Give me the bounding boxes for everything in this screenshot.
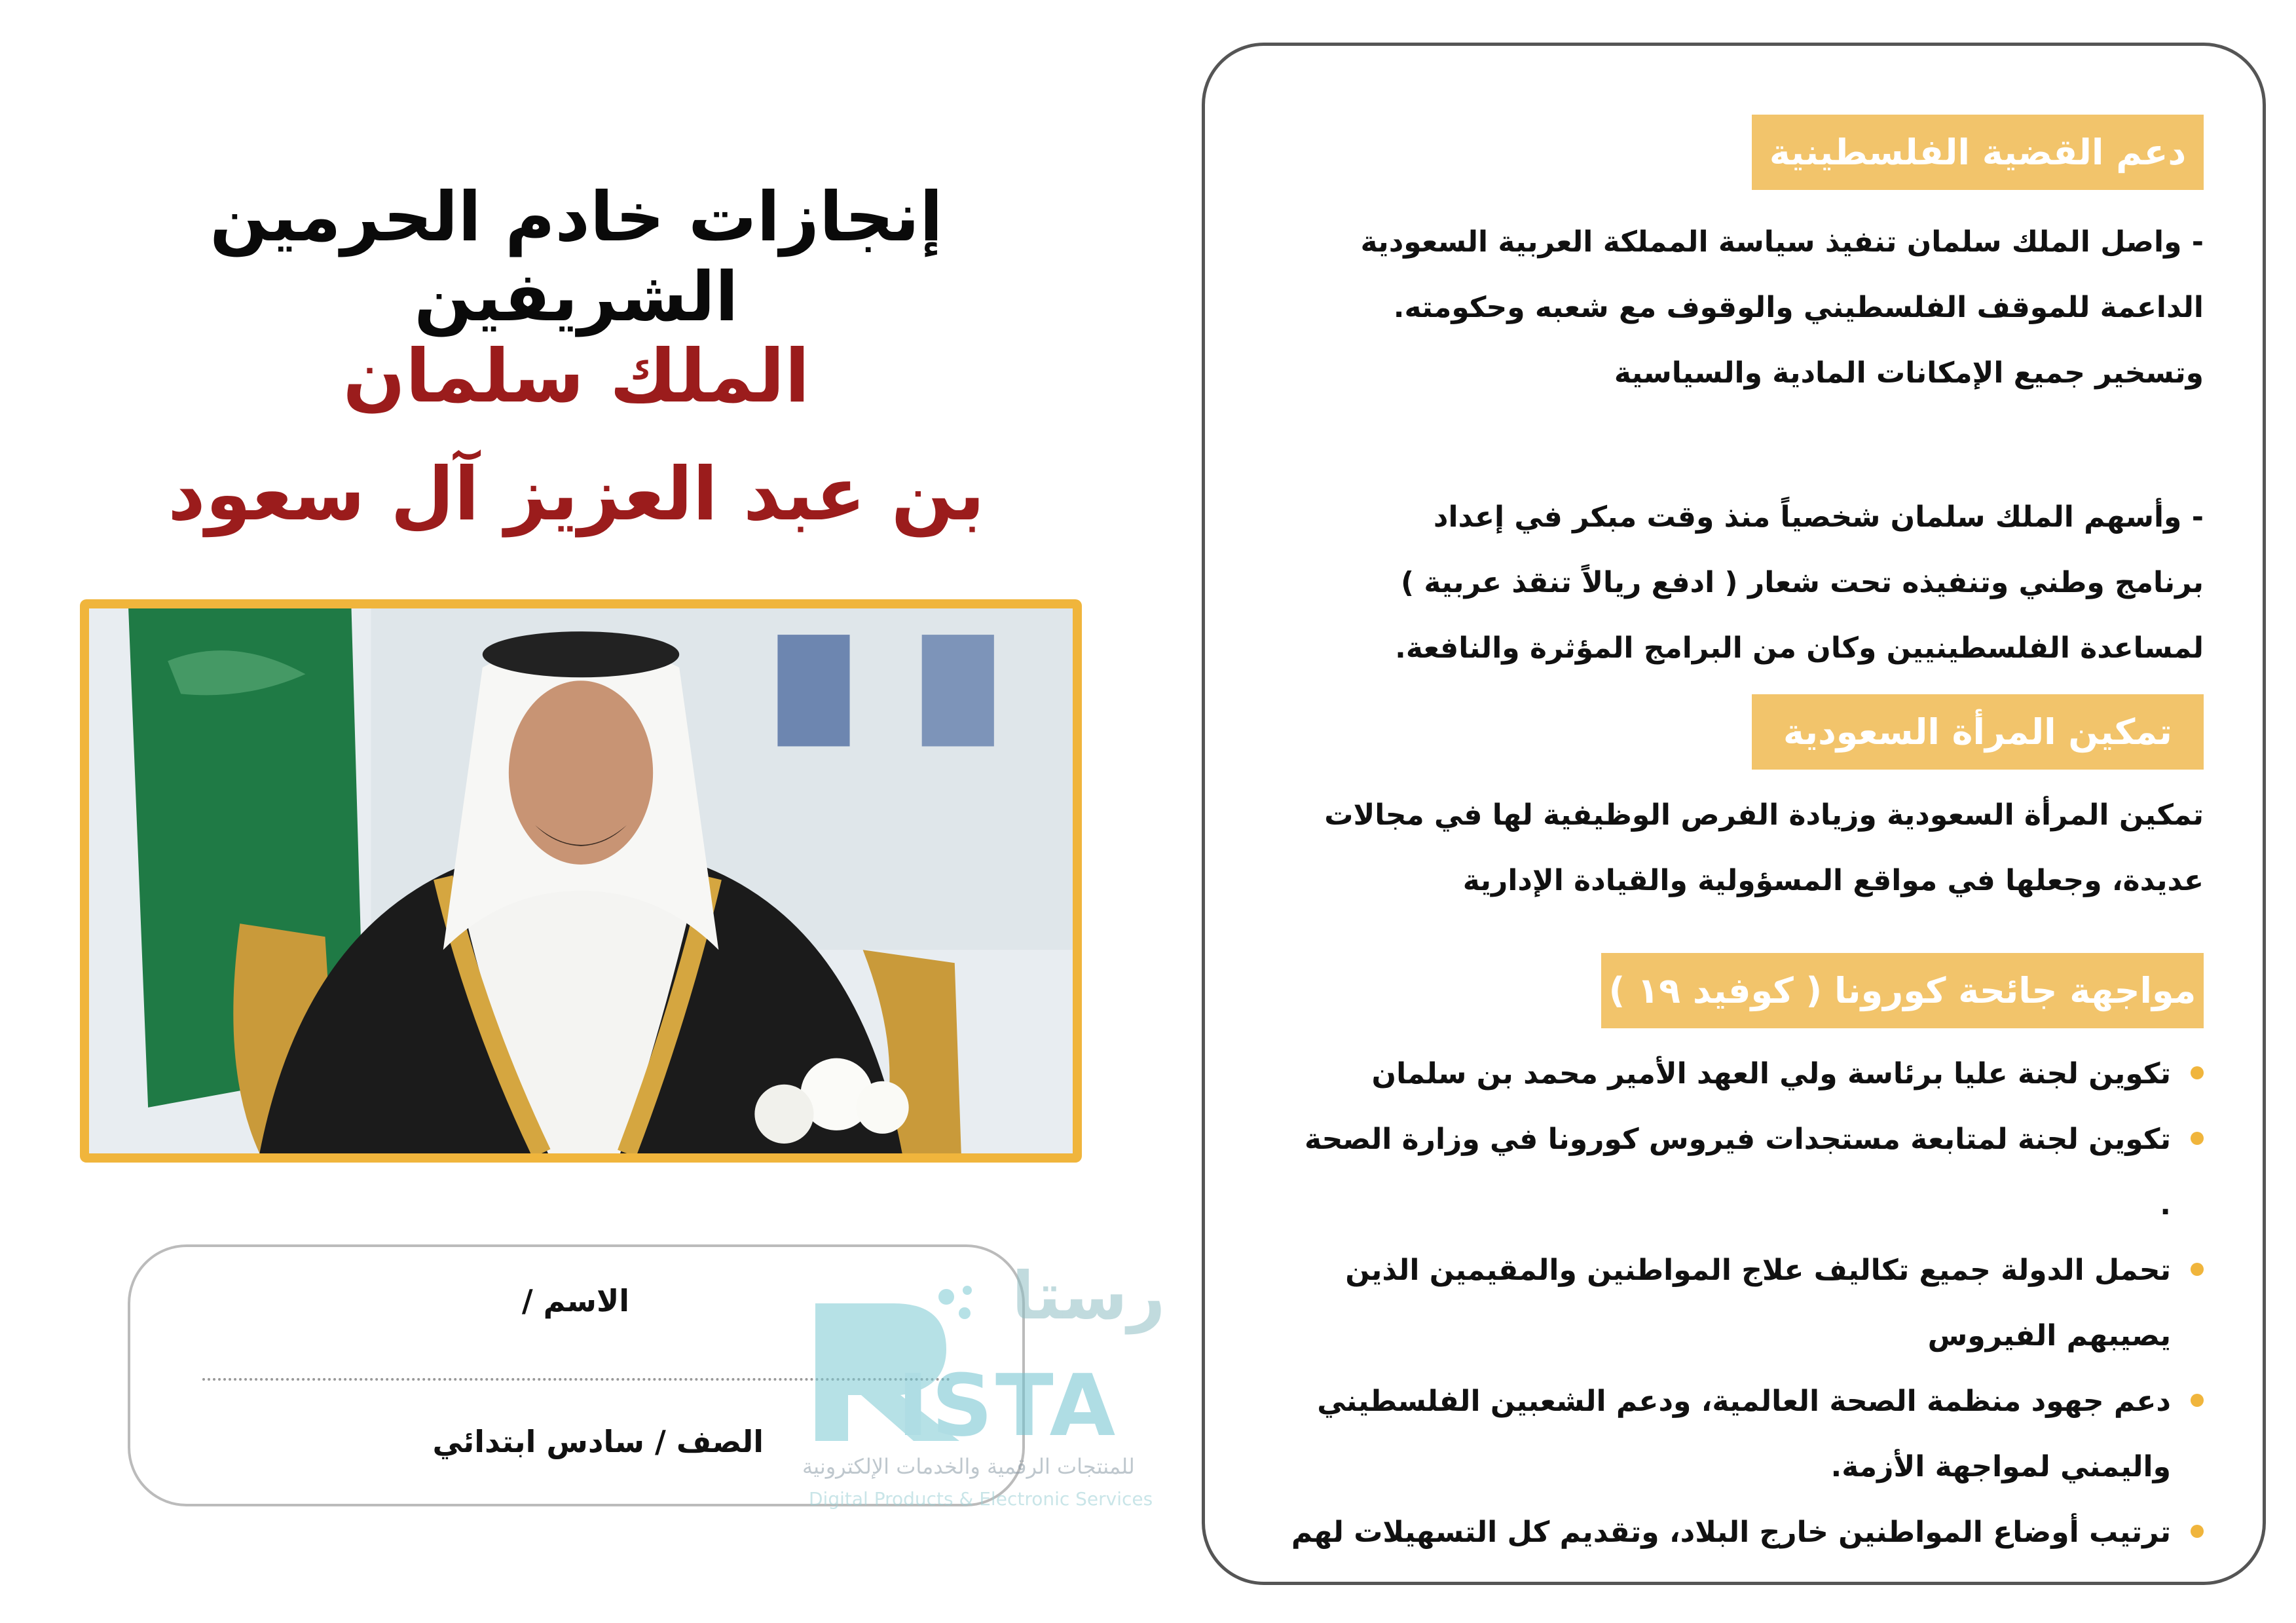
para-line: - واصل الملك سلمان تنفيذ سياسة المملكة العربية السعودية	[1360, 225, 2204, 259]
achievements-panel	[1202, 43, 2266, 1585]
covid-bullet-list	[1287, 1041, 2204, 1565]
list-item: تكوين لجنة عليا برئاسة ولي العهد الأمير محمد بن سلمان	[1287, 1041, 2204, 1107]
king-portrait-photo	[80, 599, 1082, 1163]
para-line: - وأسهم الملك سلمان شخصياً منذ وقت مبكر في إعداد	[1433, 500, 2204, 534]
bullet-dot-icon	[2191, 1132, 2204, 1145]
para-line: الداعمة للموقف الفلسطيني والوقوف مع شعبه وحكومته.	[1393, 291, 2204, 324]
heading-palestinian-cause: دعم القضية الفلسطينية	[1752, 115, 2204, 190]
bullet-dot-icon	[2191, 1394, 2204, 1407]
king-name-line2: بن عبد العزيز آل سعود	[168, 452, 985, 537]
list-item: ترتيب أوضاع المواطنين خارج البلاد، وتقديم كل التسهيلات لهم	[1287, 1500, 2204, 1565]
class-field-label: الصف / سادس ابتدائي	[432, 1424, 764, 1459]
king-name-line1: الملك سلمان	[343, 334, 810, 419]
para-line: برنامج وطني وتنفيذه تحت شعار ( ادفع ريالاً تنقذ عربية )	[1400, 566, 2204, 599]
bullet-dot-icon	[2191, 1066, 2204, 1079]
watermark-subtitle-en: Digital Products & Electronic Services	[809, 1488, 1153, 1510]
list-item: تكوين لجنة لمتابعة مستجدات فيروس كورونا في وزارة الصحة .	[1287, 1107, 2204, 1238]
paragraph-palestine-2	[1287, 485, 2204, 681]
watermark-brand-en: ISTA	[897, 1356, 1119, 1455]
cover-title: إنجازات خادم الحرمين الشريفين	[210, 177, 943, 337]
para-line: عديدة، وجعلها في مواقع المسؤولية والقيادة الإدارية	[1462, 864, 2204, 897]
paragraph-palestine-1	[1287, 210, 2204, 406]
name-field-label: الاسم /	[521, 1283, 629, 1318]
heading-women-empowerment: تمكين المرأة السعودية	[1752, 694, 2204, 770]
bullet-dot-icon	[2191, 1525, 2204, 1538]
portrait-illustration	[89, 608, 1073, 1153]
para-line: لمساعدة الفلسطينيين وكان من البرامج المؤثرة والنافعة.	[1395, 631, 2204, 665]
heading-covid: مواجهة جائحة كورونا ( كوفيد ١٩ )	[1601, 953, 2204, 1028]
paragraph-women	[1287, 783, 2204, 914]
list-item: تحمل الدولة جميع تكاليف علاج المواطنين والمقيمين الذين يصيبهم الفيروس	[1287, 1238, 2204, 1369]
list-item: دعم جهود منظمة الصحة العالمية، ودعم الشعبين الفلسطيني واليمني لمواجهة الأزمة.	[1287, 1369, 2204, 1500]
para-line: وتسخير جميع الإمكانات المادية والسياسية	[1614, 356, 2204, 390]
para-line: تمكين المرأة السعودية وزيادة الفرص الوظيفية لها في مجالات	[1324, 798, 2204, 832]
rista-watermark	[796, 1258, 1189, 1520]
bullet-dot-icon	[2191, 1263, 2204, 1276]
watermark-brand-ar: رستا	[1012, 1258, 1166, 1334]
watermark-subtitle-ar: للمنتجات الرقمية والخدمات الإلكترونية	[802, 1454, 1135, 1479]
